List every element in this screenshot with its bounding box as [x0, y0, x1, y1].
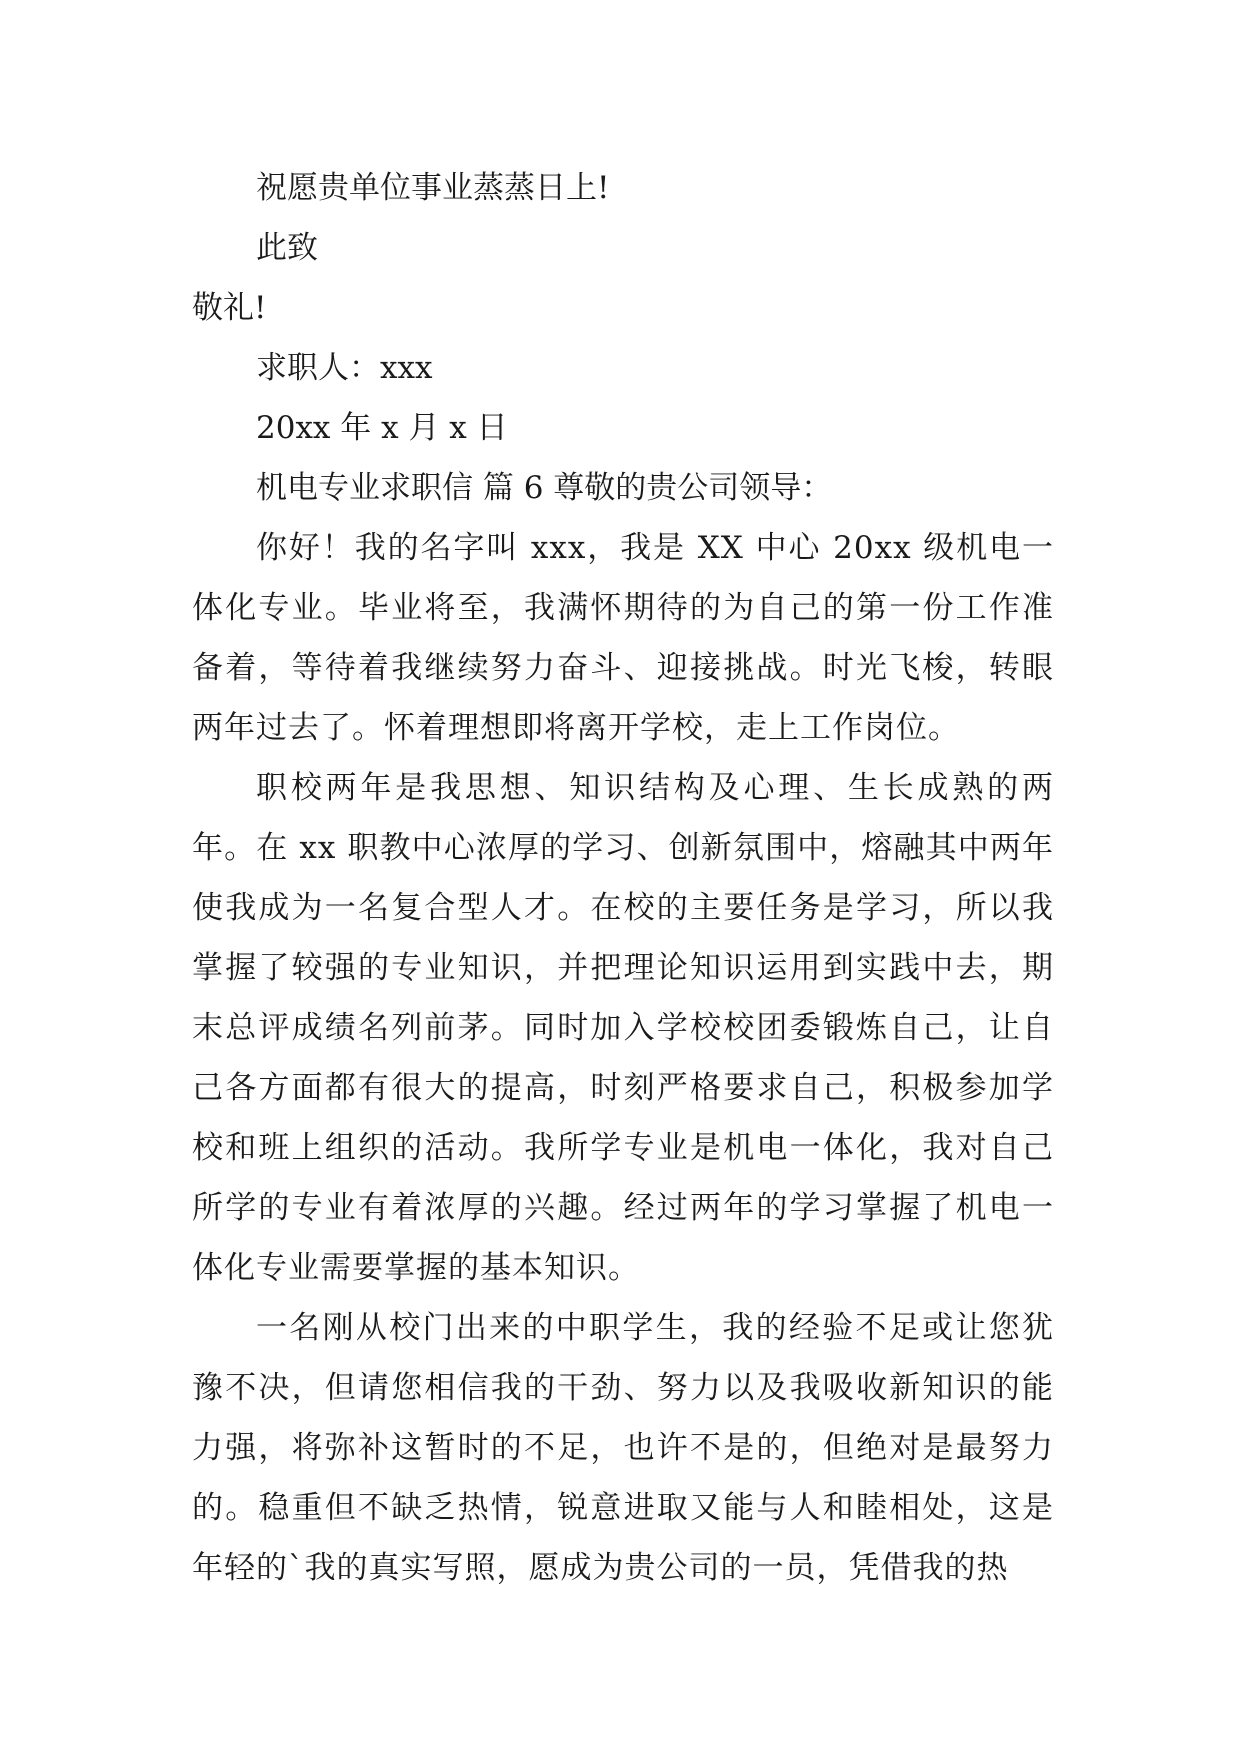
- body-paragraph: 一名刚从校门出来的中职学生，我的经验不足或让您犹豫不决，但请您相信我的干劲、努力以及我吸收新知识的能力强，将弥补这暂时的不足，也许不是的，但绝对是最努力的。稳重但不缺乏热情，锐意进取又能与人和睦相处，这是年轻的`我的真实写照，愿成为贵公司的一员，凭借我的热: [192, 1310, 1054, 1586]
- section-heading: 机电专业求职信 篇 6 尊敬的贵公司领导：: [256, 470, 833, 506]
- closing-cizhi: 此致: [256, 230, 318, 266]
- closing-wish: 祝愿贵单位事业蒸蒸日上!: [256, 170, 610, 206]
- applicant-signature: 求职人：xxx: [256, 350, 433, 386]
- document-page: [192, 158, 1054, 1598]
- body-paragraph: 职校两年是我思想、知识结构及心理、生长成熟的两年。在 xx 职教中心浓厚的学习、创新氛围中，熔融其中两年使我成为一名复合型人才。在校的主要任务是学习，所以我掌握了较强的专业知识，并把理论知识运用到实践中去，期末总评成绩名列前茅。同时加入学校校团委锻炼自己，让自己各方面都有很大的提高，时刻严格要求自己，积极参加学校和班上组织的活动。我所学专业是机电一体化，我对自己所学的专业有着浓厚的兴趣。经过两年的学习掌握了机电一体化专业需要掌握的基本知识。: [192, 770, 1054, 1286]
- body-paragraph: 你好！我的名字叫 xxx，我是 XX 中心 20xx 级机电一体化专业。毕业将至，我满怀期待的为自己的第一份工作准备着，等待着我继续努力奋斗、迎接挑战。时光飞梭，转眼两年过去了。怀着理想即将离开学校，走上工作岗位。: [192, 530, 1054, 746]
- letter-date: 20xx 年 x 月 x 日: [256, 410, 508, 446]
- closing-jingli: 敬礼!: [192, 290, 267, 326]
